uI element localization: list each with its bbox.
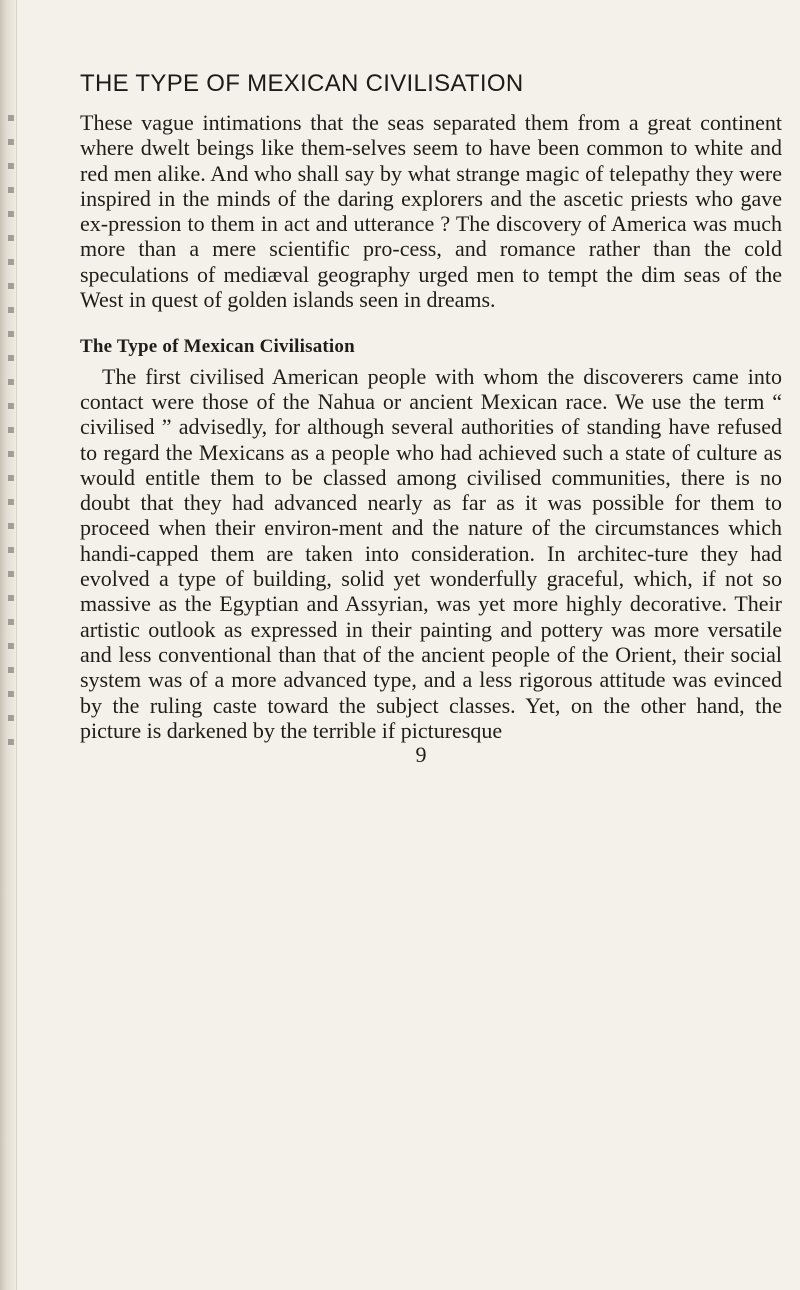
book-page (60, 0, 782, 1290)
binding-marks (8, 115, 14, 755)
paragraph-2: The first civilised American people with whom the discoverers came into contact were those of the Nahua or ancient Mexican race. We use the term “ civilised ” advisedly, for although several authorities of standing have refused to regard the Mexicans as a people who had achieved such a state of culture as would entitle them to be classed among civilised communities, there is no doubt that they had advanced nearly as far as it was possible for them to proceed when their environ-ment and the nature of the circumstances which handi-capped them are taken into consideration. In architec-ture they had evolved a type of building, solid yet wonderfully graceful, which, if not so massive as the Egyptian and Assyrian, was yet more highly decorative. Their artistic outlook as expressed in their painting and pottery was more versatile and less conventional than that of the ancient people of the Orient, their social system was of a more advanced type, and a less rigorous attitude was evinced by the ruling caste toward the subject classes. Yet, on the other hand, the picture is darkened by the terrible if picturesque (80, 363, 782, 743)
page-number: 9 (415, 742, 427, 767)
paragraph-1: These vague intimations that the seas separated them from a great continent where dwelt beings like them-selves seem to have been common to white and red men alike. And who shall say by what strange magic of telepathy they were inspired in the minds of the daring explorers and the ascetic priests who gave ex-pression to them in act and utterance ? The discovery of America was much more than a mere scientific pro-cess, and romance rather than the cold speculations of mediæval geography urged men to tempt the dim seas of the West in quest of golden islands seen in dreams. (80, 110, 782, 313)
page-gutter (0, 0, 17, 1290)
running-head: THE TYPE OF MEXICAN CIVILISATION (80, 70, 524, 97)
body-text (80, 110, 782, 743)
section-heading: The Type of Mexican Civilisation (80, 336, 355, 358)
